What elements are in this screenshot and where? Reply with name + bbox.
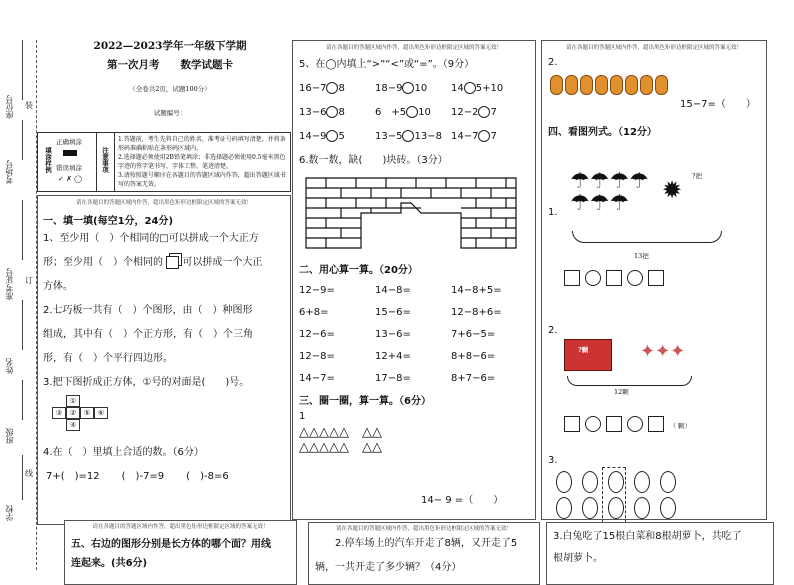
calc-row [299,302,535,324]
q5-text: 5、在◯内填上“>”“<”或“=”。（9分） [299,59,475,70]
subtraction-equation: 15−7=（ ） [680,99,756,110]
seat-label: 座位号 [5,95,14,119]
oval-shape [660,471,676,493]
answer-banner: 请在各题目的答题区域内作答，超出黑色矩形边框限定区域的答案无效！ [335,526,512,532]
exam-subtitle: 第一次月考 数学试题卡 [107,59,233,71]
answer-box[interactable] [648,416,664,432]
compare-item [299,125,375,149]
calc-problem[interactable]: 6+8= [299,307,329,318]
net-cell: ④ [66,419,80,431]
compare-left: 14−7 [451,131,479,142]
candy-brace [567,376,692,386]
compare-circle[interactable] [402,130,414,142]
oval-shape [582,497,598,519]
q1-line3: 方体。 [43,281,73,292]
note-item: 2.选择题必须使用2B铅笔填涂；非选择题必须使用0.5毫米黑色字迹的签字笔书写，字体工整、笔迹清楚。 [118,154,286,170]
section5-title: 五、右边的图形分别是长方体的哪个面？用线 [71,539,271,550]
correct-fill-label: 正确填涂 [56,138,82,146]
q2-line2: 组成，其中有（ ）个正方形，有（ ）个三角 [43,329,253,340]
name-label: 姓名 [5,358,14,374]
fill-sample-label: 填涂样例 [44,147,52,173]
total-brace [572,231,722,243]
calc-problem[interactable]: 8+8−6= [451,351,496,362]
carrot-icon [580,75,593,95]
note-item: 3.请按照题号顺序在各题目的答题区域内作答，超出答题区域书写的答案无效。 [118,172,286,188]
calc-grid [293,280,535,390]
col3-num-2: 2. [548,57,558,68]
calc-problem[interactable]: 12−8= [299,351,335,362]
compare-circle[interactable] [464,82,476,94]
field-line [22,300,23,350]
divider [96,133,97,191]
calc-problem[interactable]: 17−8= [375,373,411,384]
calc-problem[interactable]: 15−6= [375,307,411,318]
cut-mark: 装 [25,101,33,110]
compare-item [451,101,527,125]
triangle-groups: △△△△△ △△ △△△△△ △△ [299,425,382,455]
compare-left: 18−9 [375,83,403,94]
compare-circle[interactable] [326,106,338,118]
compare-row [299,101,535,125]
oval-shape [582,471,598,493]
answer-banner: 请在各题目的答题区域内作答，超出黑色矩形边框限定区域的答案无效！ [75,200,252,206]
correct-fill-mark [63,150,77,156]
compare-right: 10 [414,83,428,94]
answer-box[interactable] [606,270,622,286]
compare-item [375,125,451,149]
candy-group-icon: ✦✦✦ [640,341,686,362]
compare-right: 8 [338,107,345,118]
umbrella-hidden-label: ?把 [692,172,702,180]
col3-panel [541,40,767,520]
q1-line1: 1、至少用（ ）个相同的□可以拼成一个大正方 [43,233,259,244]
field-line [22,120,23,160]
answer-box[interactable] [564,416,580,432]
oval-shape [634,497,650,519]
instructions-box [37,132,291,192]
carrot-icon [565,75,578,95]
q1-text-b: 可以拼成一个大正 [182,257,263,268]
q4-text: 4.在（ ）里填上合适的数。（6分） [43,447,204,458]
umbrella-group: ☂☂☂☂ ☂☂☂ [570,169,649,216]
compare-circle[interactable] [326,82,338,94]
s3-equation: 14− 9 =（ ） [421,495,504,506]
calc-problem[interactable]: 14−7= [299,373,335,384]
compare-left: 14−9 [299,131,327,142]
note-item: 1.答题前，考生先将自己的姓名、准考证号码填写清楚，并将条形码准确粘贴在条形码区域内。 [118,136,286,152]
carrot-icon [655,75,668,95]
net-cell: ⑤ [80,407,94,419]
calc-problem[interactable]: 13−6= [375,329,411,340]
oval-shape [556,497,572,519]
carrot-icon [595,75,608,95]
carrot-icon [550,75,563,95]
answer-banner: 请在各题目的答题区域内作答，超出黑色矩形边框限定区域的答案无效！ [325,45,502,51]
net-cell: ② [66,407,80,419]
q2-line1: 2.七巧板一共有（ ）个图形，由（ ）种图形 [43,305,253,316]
cube-net [38,395,290,441]
cut-mark: 订 [25,276,33,285]
compare-circle[interactable] [478,130,490,142]
calc-row [299,368,535,390]
col3-num-1: 1. [548,207,558,218]
fill-blank[interactable]: 7+( )=12 [46,471,100,482]
compare-item [375,77,451,101]
calc-row [299,346,535,368]
candy-unit: （ 颗） [669,422,692,430]
seal-label: 试题编号： [153,109,187,117]
section1-title: 一、填一填(每空1分，24分) [43,216,174,227]
compare-right: 7 [490,131,497,142]
binding-strip [0,0,40,585]
calc-problem[interactable]: 12+4= [375,351,411,362]
compare-row [299,77,535,101]
candy-box [564,339,612,371]
parking-question: 2.停车场上的汽车开走了8辆，又开走了5 [335,538,518,549]
school-label: 学校 [5,505,14,521]
compare-left: 16−7 [299,83,327,94]
fill-blank[interactable]: ( )-8=6 [186,471,229,482]
compare-circle[interactable] [326,130,338,142]
q1-text: 形；至少用（ ）个相同的 [43,257,163,268]
candy-hidden-label: ?颗 [578,346,589,354]
section1-panel [37,195,291,525]
section4-title: 四、看图列式。（12分） [548,127,657,138]
section5-panel [64,520,297,585]
carrot-icon [625,75,638,95]
compare-right: 5+10 [475,83,504,94]
compare-item [299,77,375,101]
answer-banner: 请在各题目的答题区域内作答，超出黑色矩形边框限定区域的答案无效！ [92,524,269,530]
carrot-row [542,75,766,95]
answer-banner: 请在各题目的答题区域内作答，超出黑色矩形边框限定区域的答案无效！ [565,45,742,51]
field-line [22,40,23,100]
calc-problem[interactable]: 12−8+6= [451,307,502,318]
calc-problem[interactable]: 7+6−5= [451,329,496,340]
answer-box[interactable] [606,416,622,432]
section3-title: 三、圈一圈，算一算。（6分） [299,396,431,407]
compare-left: 13−6 [299,107,327,118]
candy-total: 12颗 [614,388,629,396]
compare-right: 7 [490,107,497,118]
compare-left: 12−2 [451,107,479,118]
compare-item [375,101,451,125]
parking-question-2: 辆，一共开走了多少辆？（4分） [315,562,462,573]
compare-left: 14 [451,83,464,94]
answer-box[interactable] [648,270,664,286]
field-line [22,200,23,260]
rabbit-question-2: 根胡萝卜。 [553,553,603,564]
rabbit-question: 3.白兔吃了15根白菜和8根胡萝卜，共吃了 [553,531,742,542]
exam-info: （全卷共2页，试题100分） [129,85,211,93]
class-label: 班级 [5,428,14,444]
calc-row [299,280,535,302]
compare-circle[interactable] [478,106,490,118]
wrong-fill-label: 错误填涂 [56,164,82,172]
fill-blank[interactable]: ( )-7=9 [121,471,165,482]
q5-grid [293,77,535,149]
umbrella-scribble-icon: ✹ [662,176,683,204]
exam-id-label: 准考证号 [5,268,14,300]
q3-text: 3.把下图折成正方体，①号的对面是( )号。 [43,377,250,388]
brick-wall-figure [301,173,521,253]
q1-line2 [38,251,290,275]
compare-circle[interactable] [406,106,418,118]
col2-bottom-panel [308,522,540,585]
q6-text: 6.数一数，缺( )块砖。（3分） [299,155,448,166]
answer-row-1 [564,267,664,286]
net-cell: ③ [52,407,66,419]
q2-line3: 形，有（ ）个平行四边形。 [43,353,173,364]
q4-row1 [38,465,290,489]
divider [114,133,115,191]
calc-problem[interactable]: 8+7−6= [451,373,496,384]
field-line [22,455,23,500]
compare-left: 13−5 [375,131,403,142]
compare-left: 6 +5 [375,107,407,118]
net-cell: ⑥ [94,407,108,419]
col3-bottom-panel [546,522,774,585]
operator-circle[interactable] [627,270,643,286]
col3-num-3: 3. [548,455,558,466]
compare-item [451,125,527,149]
s3-number: 1 [299,411,306,422]
compare-row [299,125,535,149]
operator-circle[interactable] [585,270,601,286]
section5-title2: 连起来。(共6分) [71,558,148,569]
answer-row-2 [564,413,691,432]
net-cell: ① [66,395,80,407]
answer-box[interactable] [564,270,580,286]
carrot-icon [640,75,653,95]
oval-shape [634,471,650,493]
notes-list [118,135,288,189]
compare-right: 5 [338,131,345,142]
dashed-group [602,467,626,523]
compare-right: 8 [338,83,345,94]
calc-row [299,324,535,346]
oval-shape [660,497,676,519]
compare-right: 10 [418,107,431,118]
oval-shape [556,471,572,493]
umbrella-total: 13把 [634,252,649,260]
col2-panel [292,40,536,520]
calc-problem[interactable]: 14−8= [375,285,411,296]
calc-problem[interactable]: 12−6= [299,329,335,340]
operator-circle[interactable] [585,416,601,432]
exam-room-label: 考场号 [5,160,14,184]
section2-title: 二、用心算一算。（20分） [299,265,418,276]
col3-num-2b: 2. [548,325,558,336]
cube-icon [166,256,179,269]
compare-item [451,77,527,101]
calc-problem[interactable]: 12−9= [299,285,335,296]
compare-circle[interactable] [402,82,414,94]
compare-item [299,101,375,125]
wrong-fill-mark: ✓ ✗ ◯ [58,175,83,183]
field-line [22,380,23,420]
exam-title: 2022—2023学年一年级下学期 [93,40,247,52]
carrot-icon [610,75,623,95]
compare-right: 13−8 [414,131,442,142]
operator-circle[interactable] [627,416,643,432]
calc-problem[interactable]: 14−8+5= [451,285,502,296]
cut-mark: 线 [25,469,33,478]
notes-label: 注意事项 [101,147,109,173]
